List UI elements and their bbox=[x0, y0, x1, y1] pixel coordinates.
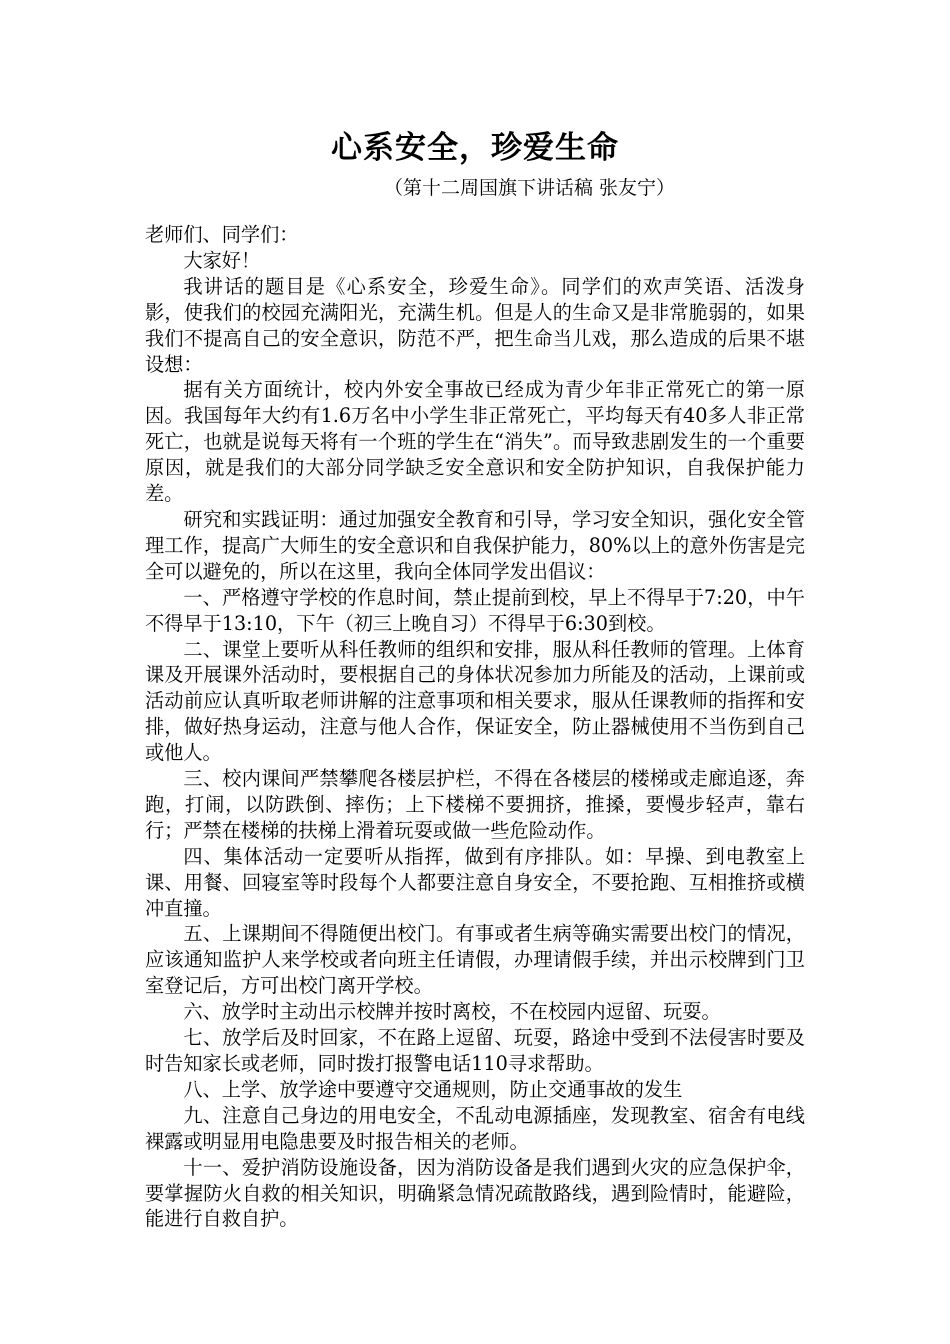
paragraph-rule-9: 九、注意自己身边的用电安全，不乱动电源插座，发现教室、宿舍有电线裸露或明显用电隐患要及时报告相关的老师。 bbox=[145, 1103, 805, 1153]
paragraph-rule-3: 三、校内课间严禁攀爬各楼层护栏，不得在各楼层的楼梯或走廊追逐，奔跑，打闹，以防跌倒、摔伤；上下楼梯不要拥挤，推搡，要慢步轻声，靠右行；严禁在楼梯的扶梯上滑着玩耍或做一些危险动作。 bbox=[145, 767, 805, 842]
paragraph-rule-7: 七、放学后及时回家，不在路上逗留、玩耍，路途中受到不法侵害时要及时告知家长或老师，同时拨打报警电话110寻求帮助。 bbox=[145, 1026, 805, 1075]
document-body bbox=[145, 222, 805, 1232]
paragraph-rule-6: 六、放学时主动出示校牌并按时离校，不在校园内逗留、玩耍。 bbox=[183, 1000, 721, 1024]
paragraph-rule-8: 八、上学、放学途中要遵守交通规则，防止交通事故的发生 bbox=[183, 1077, 683, 1101]
paragraph-research: 研究和实践证明：通过加强安全教育和引导，学习安全知识，强化安全管理工作，提高广大师生的安全意识和自我保护能力，80%以上的意外伤害是完全可以避免的，所以在这里，我向全体同学发出倡议： bbox=[145, 507, 805, 583]
salutation: 老师们、同学们： bbox=[145, 223, 299, 246]
paragraph-greeting: 大家好！ bbox=[183, 248, 261, 272]
paragraph-rule-11: 十一、爱护消防设施设备，因为消防设备是我们遇到火灾的应急保护伞，要掌握防火自救的相关知识，明确紧急情况疏散路线，遇到险情时，能避险，能进行自救自护。 bbox=[145, 1155, 805, 1231]
document-subtitle: （第十二周国旗下讲话稿 张友宁） bbox=[384, 177, 676, 199]
paragraph-topic: 我讲话的题目是《心系安全，珍爱生命》。同学们的欢声笑语、活泼身影，使我们的校园充满阳光，充满生机。但是人的生命又是非常脆弱的，如果我们不提高自己的安全意识，防范不严，把生命当儿戏，那么造成的后果不堪设想： bbox=[145, 274, 805, 376]
paragraph-rule-1: 一、严格遵守学校的作息时间，禁止提前到校，早上不得早于7:20，中午不得早于13:10，下午（初三上晚自习）不得早于6:30到校。 bbox=[145, 585, 805, 635]
paragraph-rule-2: 二、课堂上要听从科任教师的组织和安排，服从科任教师的管理。上体育课及开展课外活动时，要根据自己的身体状况参加力所能及的活动，上课前或活动前应认真听取老师讲解的注意事项和相关要求，服从任课教师的指挥和安排，做好热身运动，注意与他人合作，保证安全，防止器械使用不当伤到自己或他人。 bbox=[145, 637, 805, 765]
paragraph-rule-5: 五、上课期间不得随便出校门。有事或者生病等确实需要出校门的情况，应该通知监护人来学校或者向班主任请假，办理请假手续，并出示校牌到门卫室登记后，方可出校门离开学校。 bbox=[145, 922, 805, 998]
paragraph-statistics: 据有关方面统计，校内外安全事故已经成为青少年非正常死亡的第一原因。我国每年大约有1.6万名中小学生非正常死亡，平均每天有40多人非正常死亡，也就是说每天将有一个班的学生在“消失”。而导致悲剧发生的一个重要原因，就是我们的大部分同学缺乏安全意识和安全防护知识，自我保护能力差。 bbox=[145, 378, 805, 506]
paragraph-rule-4: 四、集体活动一定要听从指挥，做到有序排队。如：早操、到电教室上课、用餐、回寝室等时段每个人都要注意自身安全，不要抢跑、互相推挤或横冲直撞。 bbox=[145, 844, 805, 920]
document-title: 心系安全，珍爱生命 bbox=[331, 130, 619, 166]
